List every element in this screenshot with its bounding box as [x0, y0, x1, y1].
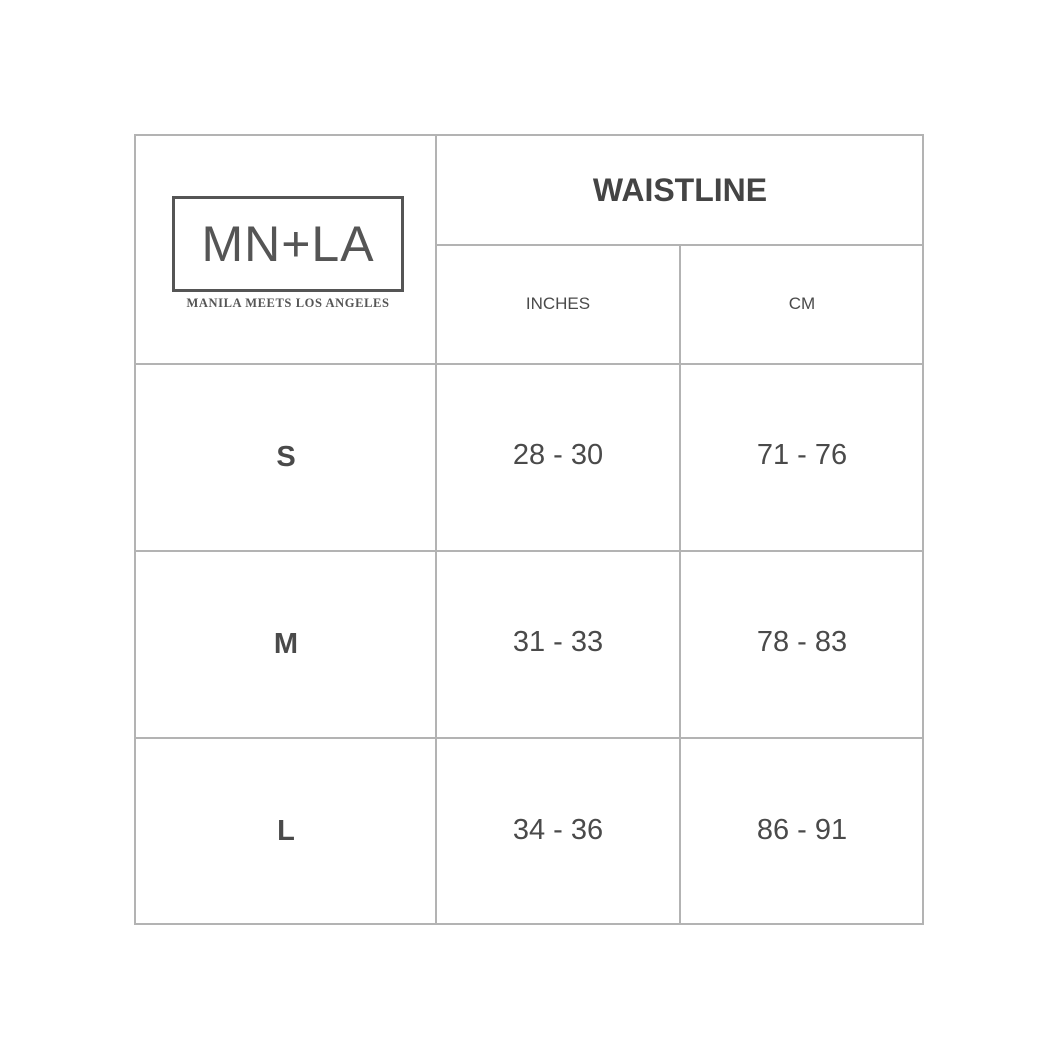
- brand-logo-cell: [136, 136, 436, 364]
- waistline-header: WAISTLINE: [592, 171, 768, 208]
- cm-column-header: CM: [788, 294, 816, 313]
- waist-cm-s: 71 - 76: [756, 438, 848, 471]
- brand-tagline: MANILA MEETS LOS ANGELES: [186, 296, 390, 310]
- brand-logo: [172, 196, 404, 292]
- waist-inches-m: 31 - 33: [512, 625, 604, 658]
- size-label-s: S: [276, 440, 296, 473]
- size-label-l: L: [277, 814, 295, 847]
- size-chart-table: [134, 134, 924, 925]
- waist-cm-m: 78 - 83: [756, 625, 848, 658]
- size-label-m: M: [273, 627, 299, 660]
- brand-logo-mark: MN+LA: [201, 216, 375, 272]
- inches-column-header: INCHES: [525, 294, 591, 313]
- waist-inches-s: 28 - 30: [512, 438, 604, 471]
- waist-cm-l: 86 - 91: [756, 813, 848, 846]
- waist-inches-l: 34 - 36: [512, 813, 604, 846]
